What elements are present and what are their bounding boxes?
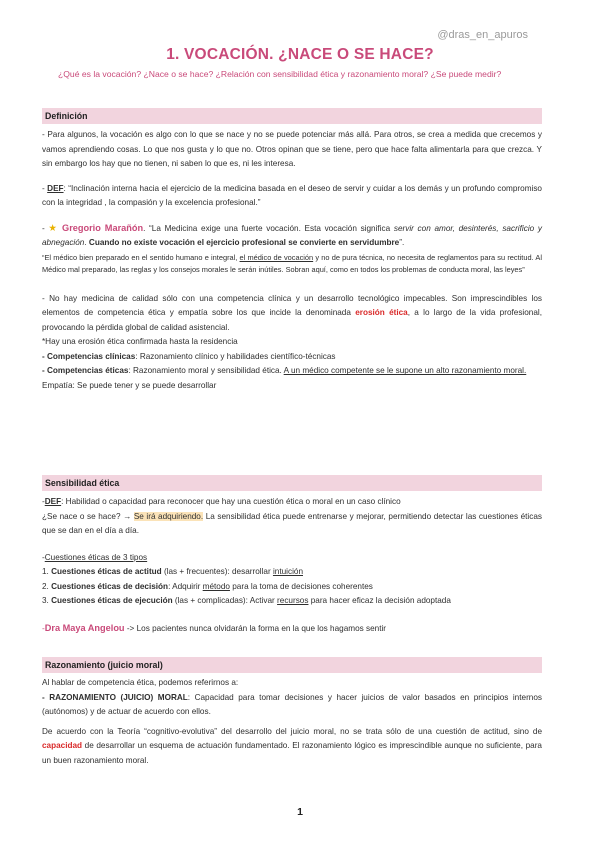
razonamiento-p3-b: de desarrollar un esquema de actuación fundamentado. El razonamiento lógico es imprescindible aunque no suficiente, para un buen razonamiento moral. [42, 741, 542, 765]
cuestiones-list [42, 565, 542, 609]
list-item-text: (las + complicadas): Activar [172, 596, 278, 605]
definicion-def-paragraph [42, 182, 542, 211]
list-item-end: para hacer eficaz la decisión adoptada [308, 596, 451, 605]
competencias-clinicas-text: : Razonamiento clínico y habilidades científico-técnicas [135, 351, 336, 361]
quote-text-b: . [84, 238, 89, 247]
razonamiento-intro: Al hablar de competencia ética, podemos referirnos a: [42, 678, 239, 687]
quote2-text-b: y no de pura técnica, no necesita de reglamentos para su rectitud. Al Médico mal preparado, las reglas y los consejos morales le serán inútiles. Sobran aquí, como en todos los problemas de conducta moral, las leyes” [42, 252, 542, 274]
list-item [42, 565, 542, 580]
quote-italic: servir con amor, desinterés, sacrificio y abnegación [42, 223, 542, 247]
list-item-u: recursos [277, 596, 309, 605]
definicion-paragraph-1: - Para algunos, la vocación es algo con lo que se nace y no se puede potenciar más allá. Para otros, se crea a medida que crecemos y vamos aprendiendo cosas. Lo que nos gusta y lo que no. Otros opinan que se tiene, pero que hace falta alimentarla para que crezca. Y sin embargo los hay que no tienen, ni saben lo que es, ni les interesa. [42, 130, 542, 168]
razonamiento-paragraph [42, 725, 542, 769]
sens-def-label: DEF [44, 497, 62, 506]
p3-text-a: - No hay medicina de calidad sólo con una competencia clínica y un desarrollo tecnológico impecables. Son imprescindibles los elementos de competencia ética y empatía sobre los que incide la denominada [42, 293, 542, 318]
sens-q-a: ¿Se nace o se hace? → [42, 511, 134, 521]
star-icon: ★ [48, 222, 59, 234]
list-item-u: método [202, 581, 230, 591]
section-header-razonamiento: Razonamiento (juicio moral) [42, 657, 542, 673]
list-item-label: Cuestiones éticas de actitud [51, 567, 162, 576]
cuestiones-title-text: Cuestiones éticas de 3 tipos [44, 552, 148, 562]
competencias-eticas-label: - Competencias éticas [42, 366, 129, 376]
def-dash: - [42, 183, 48, 193]
quote-end: ”. [399, 238, 405, 247]
list-item-num: 1. [42, 567, 52, 576]
page-title: 1. VOCACIÓN. ¿NACE O SE HACE? [166, 46, 434, 63]
razonamiento-def-text: : Capacidad para tomar decisiones y hacer juicios de valor basados en principios internos (autónomos) y de actuar de acuerdo con ellos. [42, 692, 542, 716]
list-item-label: Cuestiones éticas de ejecución [51, 596, 173, 605]
erosion-etica-term: erosión ética [355, 308, 408, 318]
list-item-num: 3. [42, 596, 52, 605]
angelou-dash: - [42, 623, 45, 633]
watermark: @dras_en_apuros [437, 29, 528, 41]
page-subtitle: ¿Qué es la vocación? ¿Nace o se hace? ¿Relación con sensibilidad ética y razonamiento moral? ¿Se puede medir? [58, 69, 502, 79]
maranon-quote-paragraph [42, 221, 542, 251]
definicion-note: *Hay una erosión ética confirmada hasta la residencia [42, 337, 238, 347]
sensibilidad-question [42, 510, 542, 539]
list-item [42, 580, 542, 595]
section-definicion [42, 108, 542, 393]
sens-def-text: : Habilidad o capacidad para reconocer que hay una cuestión ética o moral en un caso clínico [61, 497, 401, 506]
quote2-text-a: “El médico bien preparado en el sentido humano e integral, [42, 252, 240, 262]
competencias-eticas-text: : Razonamiento moral y sensibilidad ética. [128, 366, 284, 376]
quote2-underline: el médico de vocación [239, 252, 314, 262]
angelou-line [42, 621, 542, 637]
definicion-paragraph-3 [42, 292, 542, 336]
competencias-eticas [42, 364, 542, 379]
sens-def-dash: - [42, 497, 45, 506]
list-item-end: para la toma de decisiones coherentes [229, 581, 373, 591]
angelou-text: -> Los pacientes nunca olvidarán la forma en la que los hagamos sentir [124, 623, 387, 633]
quote-text-a: . “La Medicina exige una fuerte vocación. Esta vocación significa [143, 223, 394, 233]
competencias-eticas-underline: A un médico competente se le supone un alto razonamiento moral. [283, 366, 527, 376]
list-item-num: 2. [42, 581, 52, 591]
quote-dash: - [42, 223, 49, 233]
angelou-author: Dra Maya Angelou [44, 622, 125, 633]
list-item-text: : Adquirir [168, 581, 203, 591]
competencias-clinicas [42, 350, 542, 365]
list-item-u: intuición [272, 567, 303, 576]
section-razonamiento [42, 657, 542, 768]
razonamiento-p3-a: De acuerdo con la Teoría “cognitivo-evolutiva” del desarrollo del juicio moral, no se trata sólo de una cuestión de actitud, sino de [42, 726, 542, 736]
razonamiento-def [42, 691, 542, 720]
empatia-line: Empatía: Se puede tener y se puede desarrollar [42, 380, 217, 390]
maranon-quote-2 [42, 252, 542, 276]
sens-q-b: La sensibilidad ética puede entrenarse y mejorar, permitiendo detectar las cuestiones éticas que se dan en el día a día. [42, 511, 542, 535]
cuestiones-title [42, 551, 542, 566]
list-item-label: Cuestiones éticas de decisión [51, 581, 169, 591]
quote-author: Gregorio Marañón [62, 222, 144, 233]
p3-text-b: , a lo largo de la vida profesional, provocando la pérdida global de calidad asistencial. [42, 308, 542, 332]
def-label: DEF [47, 183, 64, 193]
list-item [42, 594, 542, 609]
capacidad-term: capacidad [42, 741, 83, 750]
quote-bold: Cuando no existe vocación el ejercicio profesional se convierte en servidumbre [88, 238, 400, 247]
def-text: : “Inclinación interna hacia el ejercicio de la medicina basada en el deseo de servir y cuidar a los demás y un profundo compromiso con la integridad , la compasión y la excelencia profesional.” [42, 183, 542, 207]
sens-q-highlight: Se irá adquiriendo. [133, 511, 204, 521]
list-item-text: (las + frecuentes): desarrollar [161, 567, 273, 576]
sensibilidad-def [42, 495, 542, 510]
cuestiones-dash: - [42, 552, 45, 562]
section-header-definicion: Definición [42, 108, 542, 124]
razonamiento-def-label: - RAZONAMIENTO (JUICIO) MORAL [42, 692, 188, 702]
section-header-sensibilidad: Sensibilidad ética [42, 475, 542, 491]
competencias-clinicas-label: - Competencias clínicas [42, 351, 136, 361]
section-sensibilidad [42, 475, 542, 636]
page-number: 1 [297, 806, 303, 818]
